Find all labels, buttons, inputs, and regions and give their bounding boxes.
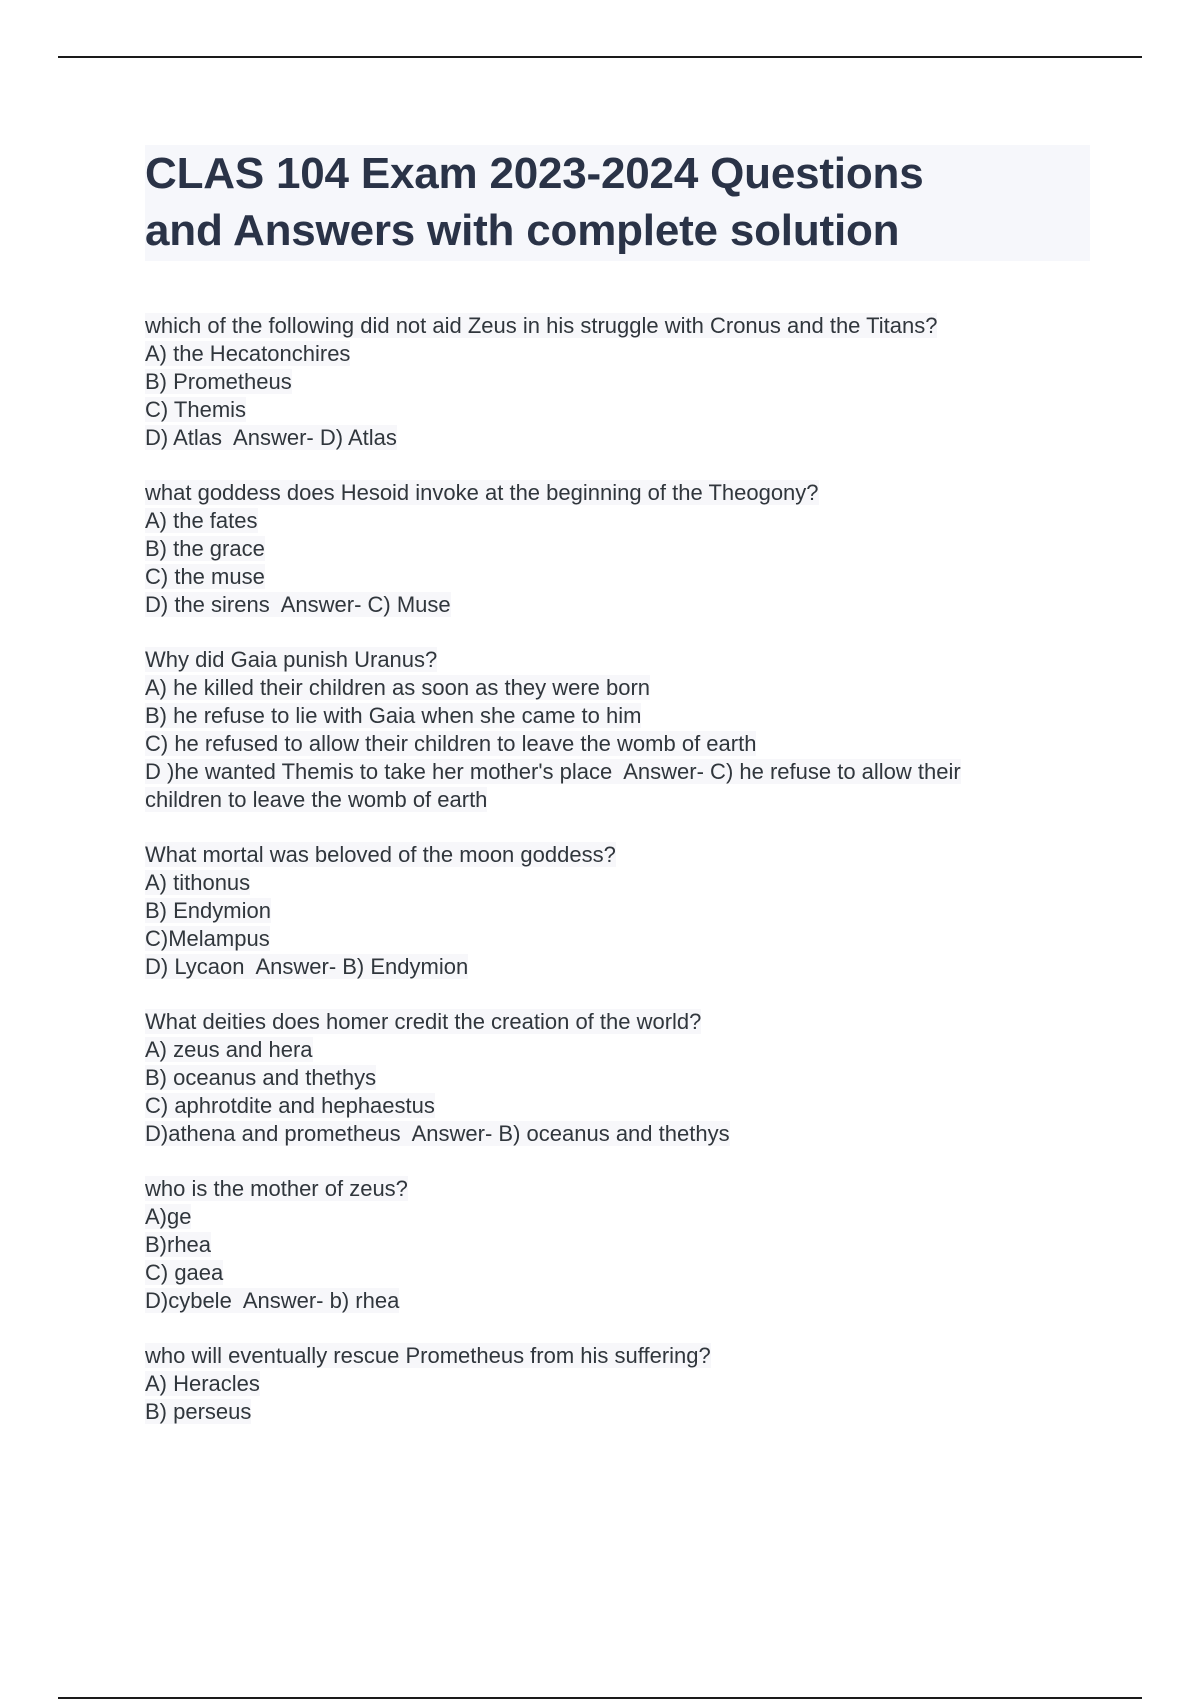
answer-continuation: children to leave the womb of earth <box>145 787 488 812</box>
answer-option: A) zeus and hera <box>145 1037 313 1062</box>
question-block <box>145 479 1090 619</box>
answer-option-with-answer: D) the sirens Answer- C) Muse <box>145 592 451 617</box>
question-text: What mortal was beloved of the moon goddess? <box>145 842 616 867</box>
answer-option: C) aphrotdite and hephaestus <box>145 1093 435 1118</box>
answer-option: B) oceanus and thethys <box>145 1065 377 1090</box>
answer-option: A) tithonus <box>145 870 251 895</box>
document-title <box>145 145 1090 259</box>
question-block <box>145 1342 1090 1426</box>
answer-option: A) the Hecatonchires <box>145 341 351 366</box>
answer-option: B) perseus <box>145 1399 252 1424</box>
answer-option-with-answer: D) Atlas Answer- D) Atlas <box>145 425 397 450</box>
question-text: who is the mother of zeus? <box>145 1176 408 1201</box>
question-text: what goddess does Hesoid invoke at the beginning of the Theogony? <box>145 480 819 505</box>
question-text: Why did Gaia punish Uranus? <box>145 647 438 672</box>
questions-list <box>145 312 1090 1453</box>
answer-option: A) the fates <box>145 508 258 533</box>
question-block <box>145 1008 1090 1148</box>
answer-option: A) Heracles <box>145 1371 260 1396</box>
answer-option: C)Melampus <box>145 926 270 951</box>
question-text: who will eventually rescue Prometheus from his suffering? <box>145 1343 711 1368</box>
question-block <box>145 646 1090 814</box>
top-rule <box>58 56 1142 58</box>
title-line-2: and Answers with complete solution <box>145 206 900 255</box>
answer-option: A)ge <box>145 1204 192 1229</box>
answer-option: B) Prometheus <box>145 369 292 394</box>
answer-option: C) he refused to allow their children to leave the womb of earth <box>145 731 757 756</box>
answer-option: C) Themis <box>145 397 247 422</box>
answer-option: C) gaea <box>145 1260 224 1285</box>
answer-option: B)rhea <box>145 1232 212 1257</box>
answer-option: B) the grace <box>145 536 265 561</box>
answer-option: C) the muse <box>145 564 265 589</box>
answer-option-with-answer: D)athena and prometheus Answer- B) oceanus and thethys <box>145 1121 730 1146</box>
title-block <box>145 145 1090 261</box>
answer-option-with-answer: D) Lycaon Answer- B) Endymion <box>145 954 469 979</box>
question-block <box>145 312 1090 452</box>
title-line-1: CLAS 104 Exam 2023-2024 Questions <box>145 149 924 198</box>
question-text: What deities does homer credit the creation of the world? <box>145 1009 702 1034</box>
answer-option: A) he killed their children as soon as they were born <box>145 675 651 700</box>
answer-option-with-answer: D )he wanted Themis to take her mother's place Answer- C) he refuse to allow their <box>145 759 961 784</box>
answer-option: B) Endymion <box>145 898 271 923</box>
question-block <box>145 1175 1090 1315</box>
answer-option: B) he refuse to lie with Gaia when she came to him <box>145 703 642 728</box>
answer-option-with-answer: D)cybele Answer- b) rhea <box>145 1288 400 1313</box>
question-block <box>145 841 1090 981</box>
bottom-rule <box>58 1697 1142 1699</box>
question-text: which of the following did not aid Zeus in his struggle with Cronus and the Titans? <box>145 313 938 338</box>
